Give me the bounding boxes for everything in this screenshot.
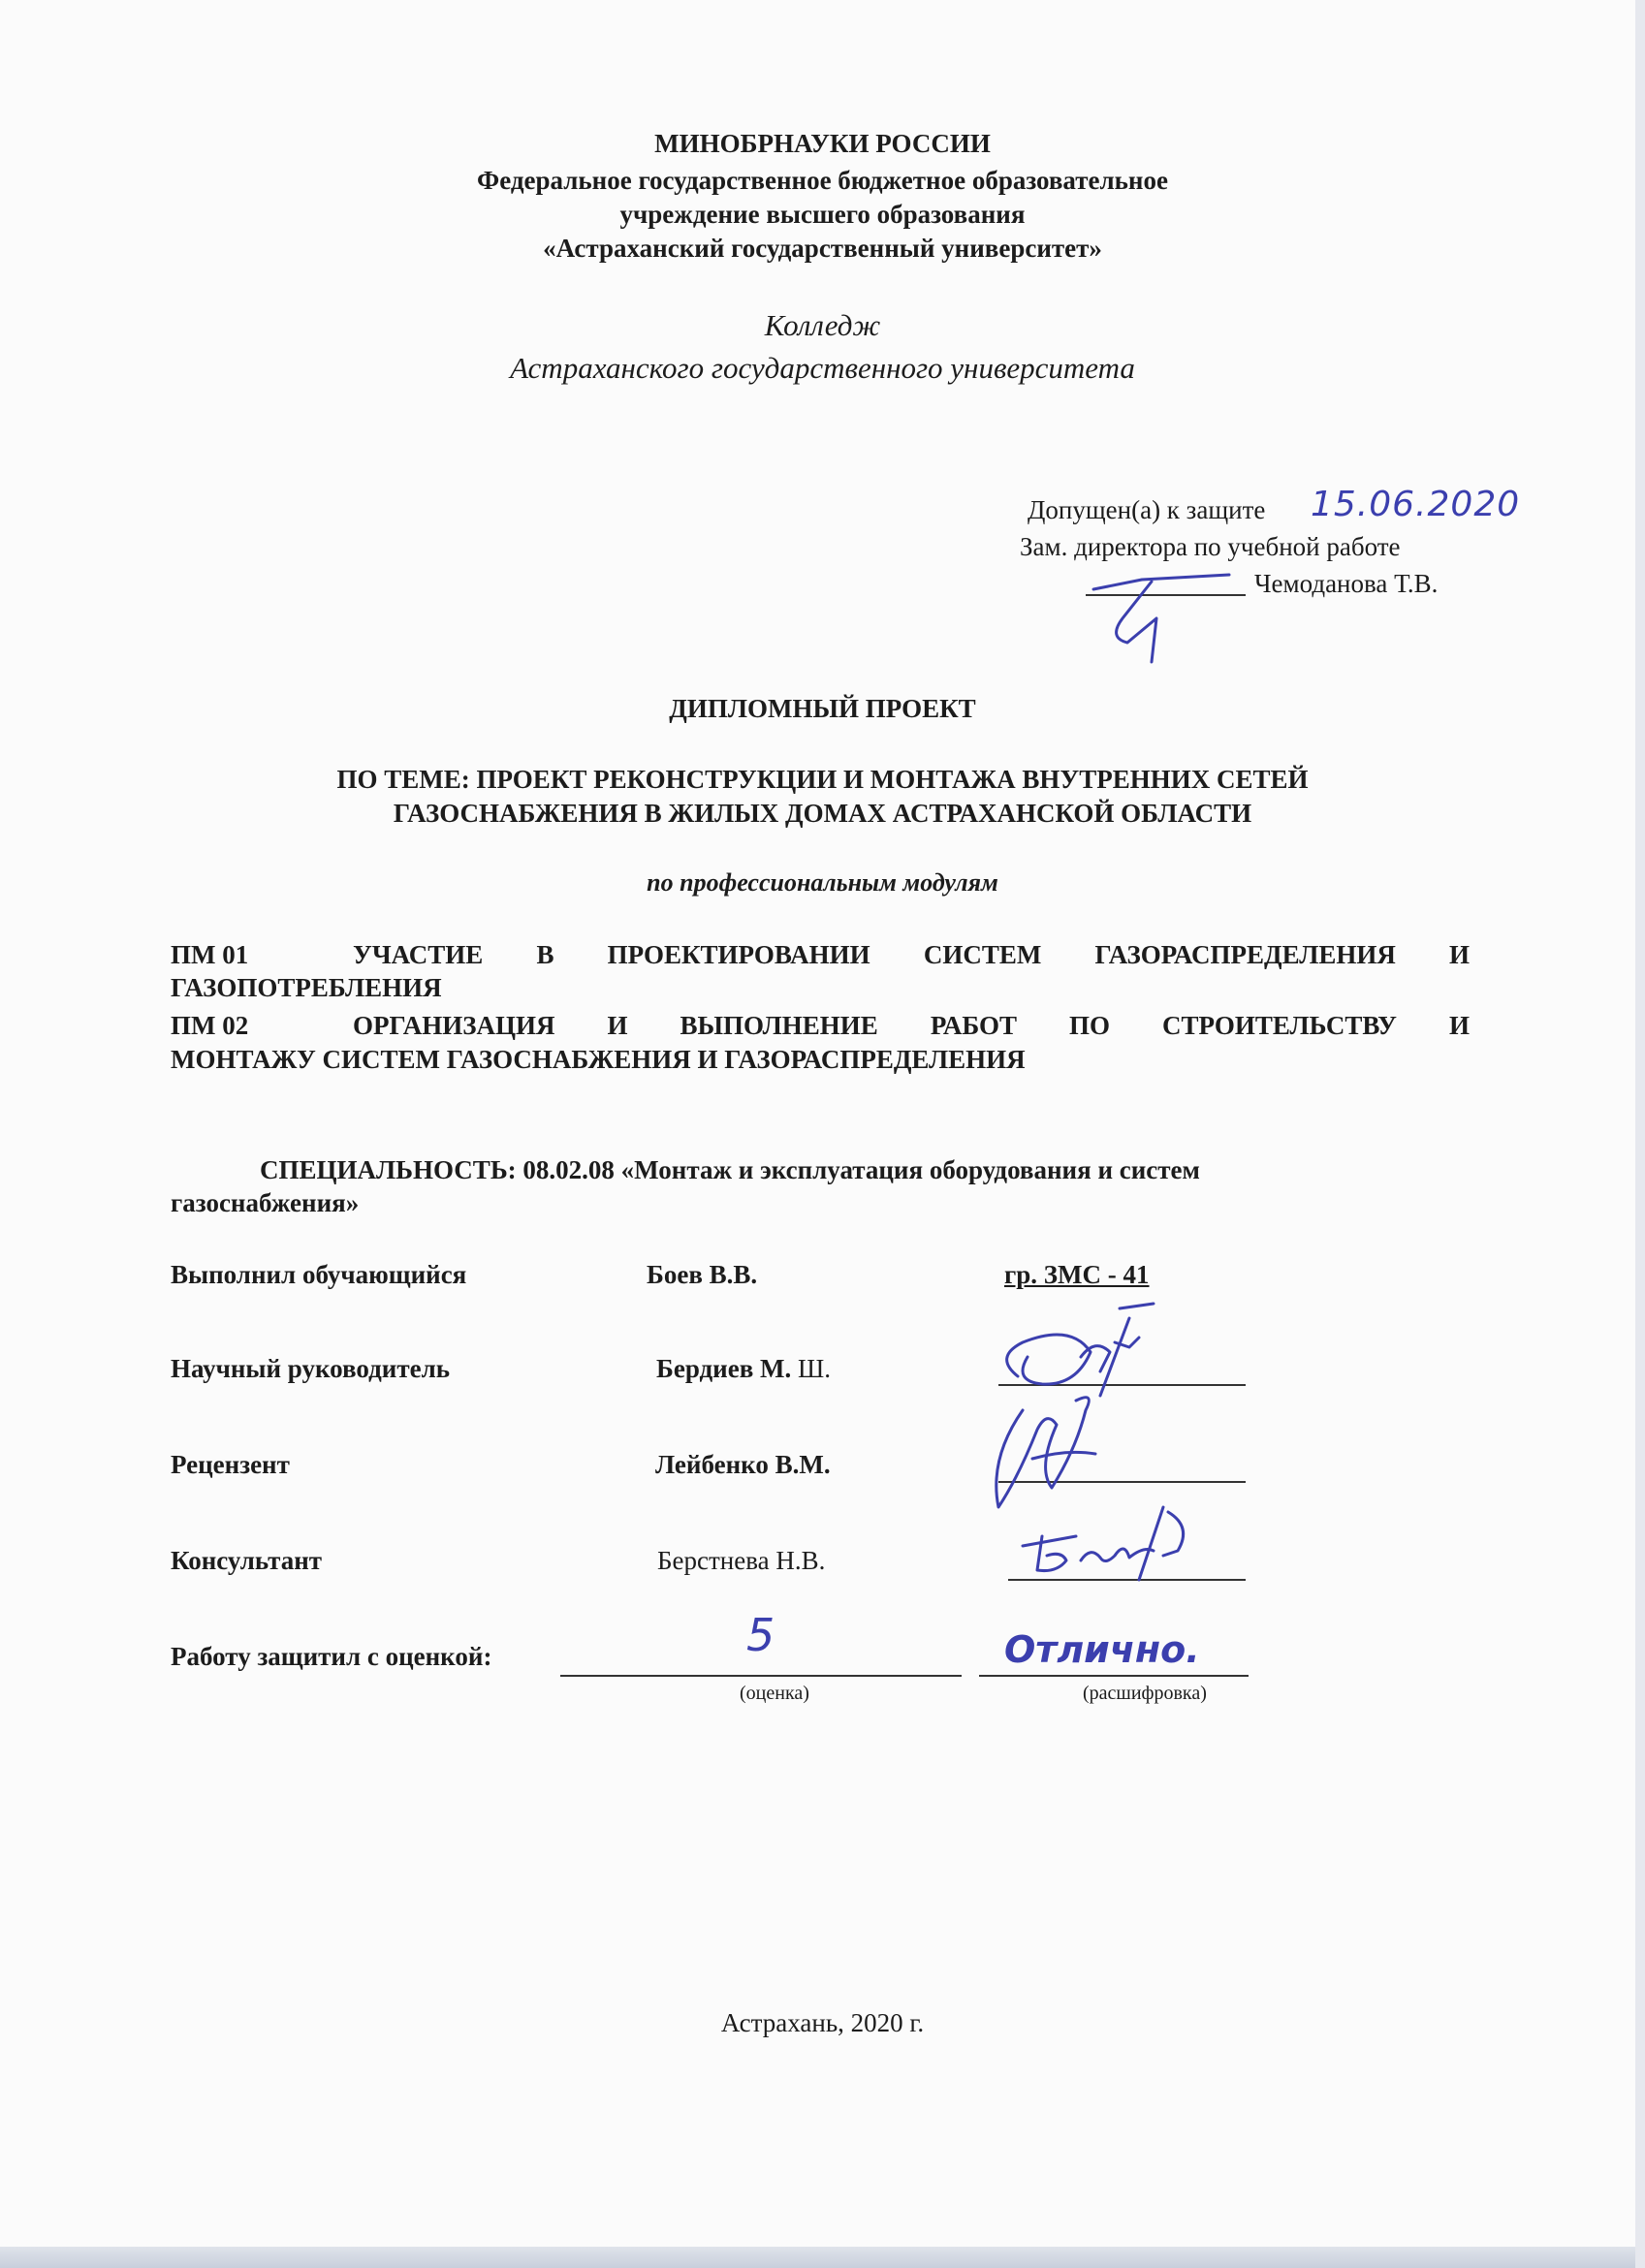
consultant-name: Берстнева Н.В. [657, 1546, 826, 1575]
ministry-heading: МИНОБРНАУКИ РОССИИ [654, 129, 991, 158]
institution-line-2: учреждение высшего образования [619, 200, 1026, 229]
module-1-line-2: ГАЗОПОТРЕБЛЕНИЯ [171, 973, 442, 1002]
institution-line-1: Федеральное государственное бюджетное образовательное [477, 166, 1168, 195]
supervisor-name [656, 1354, 831, 1384]
supervisor-name-rest: Ш. [798, 1354, 832, 1383]
reviewer-name: Лейбенко В.М. [655, 1450, 831, 1479]
topic-line-2: ГАЗОСНАБЖЕНИЯ В ЖИЛЫХ ДОМАХ АСТРАХАНСКОЙ ОБЛАСТИ [393, 799, 1252, 828]
supervisor-label: Научный руководитель [171, 1354, 450, 1383]
consultant-signature [1008, 1497, 1221, 1590]
college-line-2: Астраханского государственного университета [510, 351, 1135, 385]
performer-name: Боев В.В. [647, 1260, 758, 1289]
module-2-line-2: МОНТАЖУ СИСТЕМ ГАЗОСНАБЖЕНИЯ И ГАЗОРАСПРЕДЕЛЕНИЯ [171, 1045, 1026, 1074]
grade-line [560, 1675, 962, 1677]
city-year: Астрахань, 2020 г. [720, 2008, 925, 2037]
consultant-label: Консультант [171, 1546, 323, 1575]
module-1-line-1: УЧАСТИЕ В ПРОЕКТИРОВАНИИ СИСТЕМ ГАЗОРАСПРЕДЕЛЕНИЯ И [353, 940, 1470, 969]
topic-line-1: ПО ТЕМЕ: ПРОЕКТ РЕКОНСТРУКЦИИ И МОНТАЖА ВНУТРЕННИХ СЕТЕЙ [336, 765, 1309, 794]
module-2-code: ПМ 02 [171, 1011, 249, 1040]
supervisor-name-bold: Бердиев М. [656, 1354, 792, 1383]
scan-bottom-edge [0, 2247, 1645, 2268]
scan-right-edge [1635, 0, 1645, 2268]
specialty-line-2: газоснабжения» [171, 1188, 360, 1217]
document-type: ДИПЛОМНЫЙ ПРОЕКТ [669, 694, 976, 723]
approver-signature [1084, 560, 1239, 677]
admitted-date: 15.06.2020 [1311, 485, 1521, 524]
module-2-line-1: ОРГАНИЗАЦИЯ И ВЫПОЛНЕНИЕ РАБОТ ПО СТРОИТЕЛЬСТВУ И [353, 1011, 1470, 1040]
performer-label: Выполнил обучающийся [171, 1260, 467, 1289]
reviewer-signature [979, 1371, 1154, 1517]
institution-line-3: «Астраханский государственный университет» [543, 234, 1102, 263]
grade-value: 5 [746, 1609, 775, 1661]
position-label: Зам. директора по учебной работе [1020, 532, 1401, 561]
reviewer-label: Рецензент [171, 1450, 290, 1479]
grade-words: Отлично. [1004, 1628, 1200, 1671]
college-line-1: Колледж [764, 308, 881, 342]
specialty-line-1: СПЕЦИАЛЬНОСТЬ: 08.02.08 «Монтаж и эксплуатация оборудования и систем [260, 1155, 1200, 1184]
grade-words-caption: (расшифровка) [1083, 1683, 1207, 1704]
grade-caption: (оценка) [740, 1683, 809, 1704]
group-number: гр. ЗМС - 41 [1004, 1260, 1150, 1289]
admitted-label: Допущен(а) к защите [1028, 495, 1266, 524]
modules-caption: по профессиональным модулям [647, 868, 998, 897]
approver-name: Чемоданова Т.В. [1254, 569, 1439, 598]
grade-words-line [979, 1675, 1249, 1677]
module-1-code: ПМ 01 [171, 940, 249, 969]
grade-label: Работу защитил с оценкой: [171, 1642, 492, 1671]
